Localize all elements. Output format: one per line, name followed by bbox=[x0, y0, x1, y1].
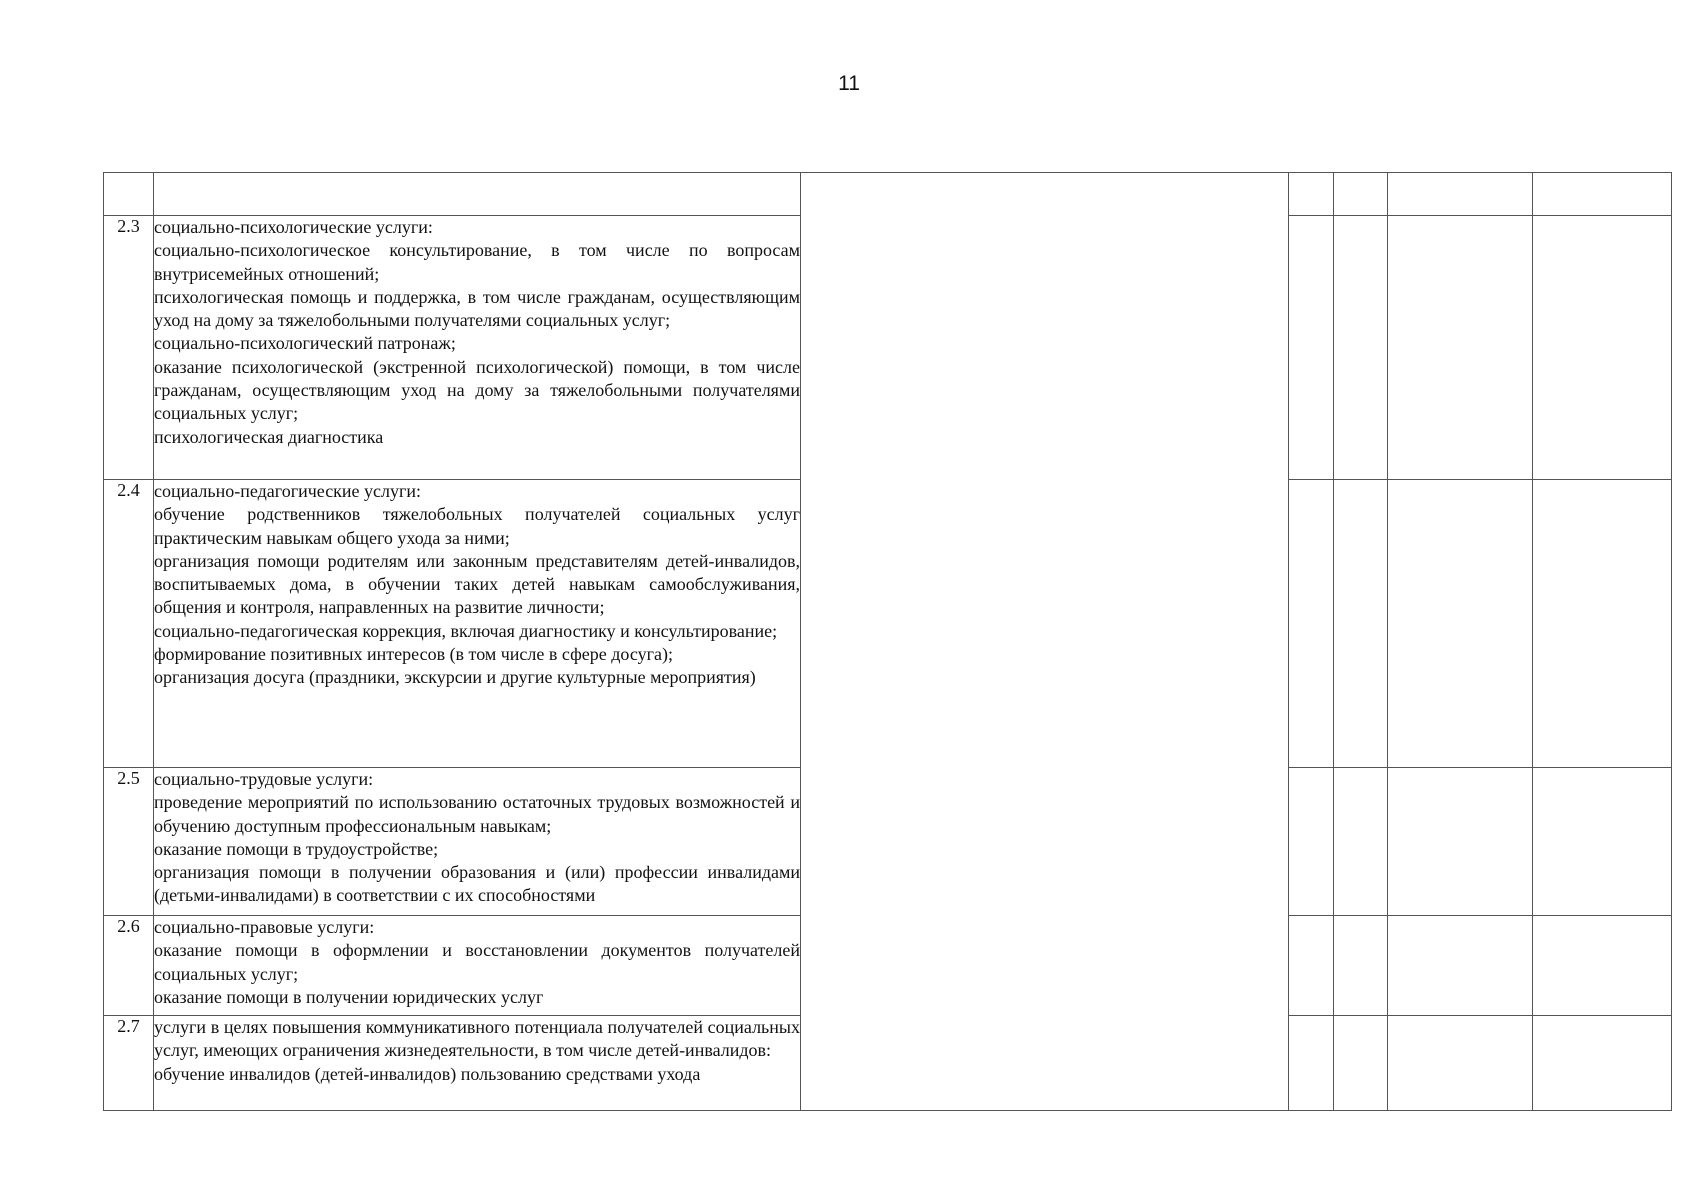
description-line: психологическая помощь и поддержка, в том числе гражданам, осуществляющим уход на дому за тяжелобольными получателями социальных услуг; bbox=[154, 286, 800, 331]
empty-cell bbox=[1334, 768, 1388, 916]
description-line: услуги в целях повышения коммуникативного потенциала получателей социальных услуг, имеющих ограничения жизнедеятельности, в том числе детей-инвалидов: bbox=[154, 1017, 800, 1061]
description-line: оказание помощи в получении юридических услуг bbox=[154, 986, 544, 1007]
row-number: 2.4 bbox=[104, 480, 154, 768]
empty-cell bbox=[1533, 768, 1672, 916]
row-number: 2.5 bbox=[104, 768, 154, 916]
empty-cell bbox=[1334, 1016, 1388, 1111]
empty-cell bbox=[1533, 216, 1672, 480]
description-line: проведение мероприятий по использованию остаточных трудовых возможностей и обучению доступным профессиональным навыкам; bbox=[154, 792, 800, 836]
empty-cell bbox=[1289, 173, 1334, 216]
services-table bbox=[103, 172, 1672, 1111]
description-line: социально-психологическое консультирование, в том числе по вопросам внутрисемейных отношений; bbox=[154, 240, 800, 284]
empty-cell bbox=[1388, 480, 1533, 768]
empty-cell bbox=[1289, 768, 1334, 916]
row-description bbox=[154, 480, 801, 768]
description-line: социально-педагогическая коррекция, включая диагностику и консультирование; bbox=[154, 620, 778, 641]
empty-cell bbox=[1533, 916, 1672, 1016]
description-line: психологическая диагностика bbox=[154, 426, 384, 447]
description-line: организация досуга (праздники, экскурсии и другие культурные мероприятия) bbox=[154, 667, 756, 688]
description-line: социально-педагогические услуги: bbox=[154, 481, 422, 501]
description-line: организация помощи родителям или законным представителям детей-инвалидов, воспитываемых дома, в обучении таких детей навыкам самообслуживания, общения и контроля, направленных на развитие личности; bbox=[154, 550, 800, 618]
empty-cell bbox=[1388, 1016, 1533, 1111]
description-line: социально-психологические услуги: bbox=[154, 217, 433, 237]
row-description bbox=[154, 768, 801, 916]
empty-cell bbox=[1388, 216, 1533, 480]
row-number: 2.3 bbox=[104, 216, 154, 480]
description-line: организация помощи в получении образования и (или) профессии инвалидами (детьми-инвалидами) в соответствии с их способностями bbox=[154, 862, 800, 906]
empty-cell bbox=[1388, 173, 1533, 216]
empty-cell bbox=[1388, 768, 1533, 916]
empty-cell bbox=[1334, 916, 1388, 1016]
row-description bbox=[154, 216, 801, 480]
merged-empty-column bbox=[801, 173, 1289, 1111]
empty-cell bbox=[1289, 216, 1334, 480]
page-number: 11 bbox=[838, 72, 860, 95]
description-line: оказание психологической (экстренной психологической) помощи, в том числе гражданам, осуществляющим уход на дому за тяжелобольными получателями социальных услуг; bbox=[154, 356, 800, 424]
description-line: социально-психологический патронаж; bbox=[154, 333, 456, 354]
row-description bbox=[154, 1016, 801, 1111]
empty-cell bbox=[1334, 173, 1388, 216]
empty-cell bbox=[1289, 1016, 1334, 1111]
description-line: оказание помощи в трудоустройстве; bbox=[154, 838, 439, 859]
empty-cell bbox=[1289, 916, 1334, 1016]
description-line: социально-правовые услуги: bbox=[154, 917, 375, 937]
empty-cell bbox=[154, 173, 801, 216]
row-description bbox=[154, 916, 801, 1016]
empty-cell bbox=[1334, 480, 1388, 768]
description-line: обучение родственников тяжелобольных получателей социальных услуг практическим навыкам общего ухода за ними; bbox=[154, 504, 800, 548]
empty-cell bbox=[1533, 173, 1672, 216]
empty-cell bbox=[1533, 480, 1672, 768]
table-header-row bbox=[104, 173, 1672, 216]
description-line: формирование позитивных интересов (в том числе в сфере досуга); bbox=[154, 644, 673, 665]
description-line: оказание помощи в оформлении и восстановлении документов получателей социальных услуг; bbox=[154, 940, 800, 984]
empty-cell bbox=[1289, 480, 1334, 768]
empty-cell bbox=[1533, 1016, 1672, 1111]
empty-cell bbox=[1388, 916, 1533, 1016]
row-number: 2.6 bbox=[104, 916, 154, 1016]
description-line: социально-трудовые услуги: bbox=[154, 769, 374, 789]
row-number: 2.7 bbox=[104, 1016, 154, 1111]
empty-cell bbox=[104, 173, 154, 216]
empty-cell bbox=[1334, 216, 1388, 480]
description-line: обучение инвалидов (детей-инвалидов) пользованию средствами ухода bbox=[154, 1063, 701, 1084]
